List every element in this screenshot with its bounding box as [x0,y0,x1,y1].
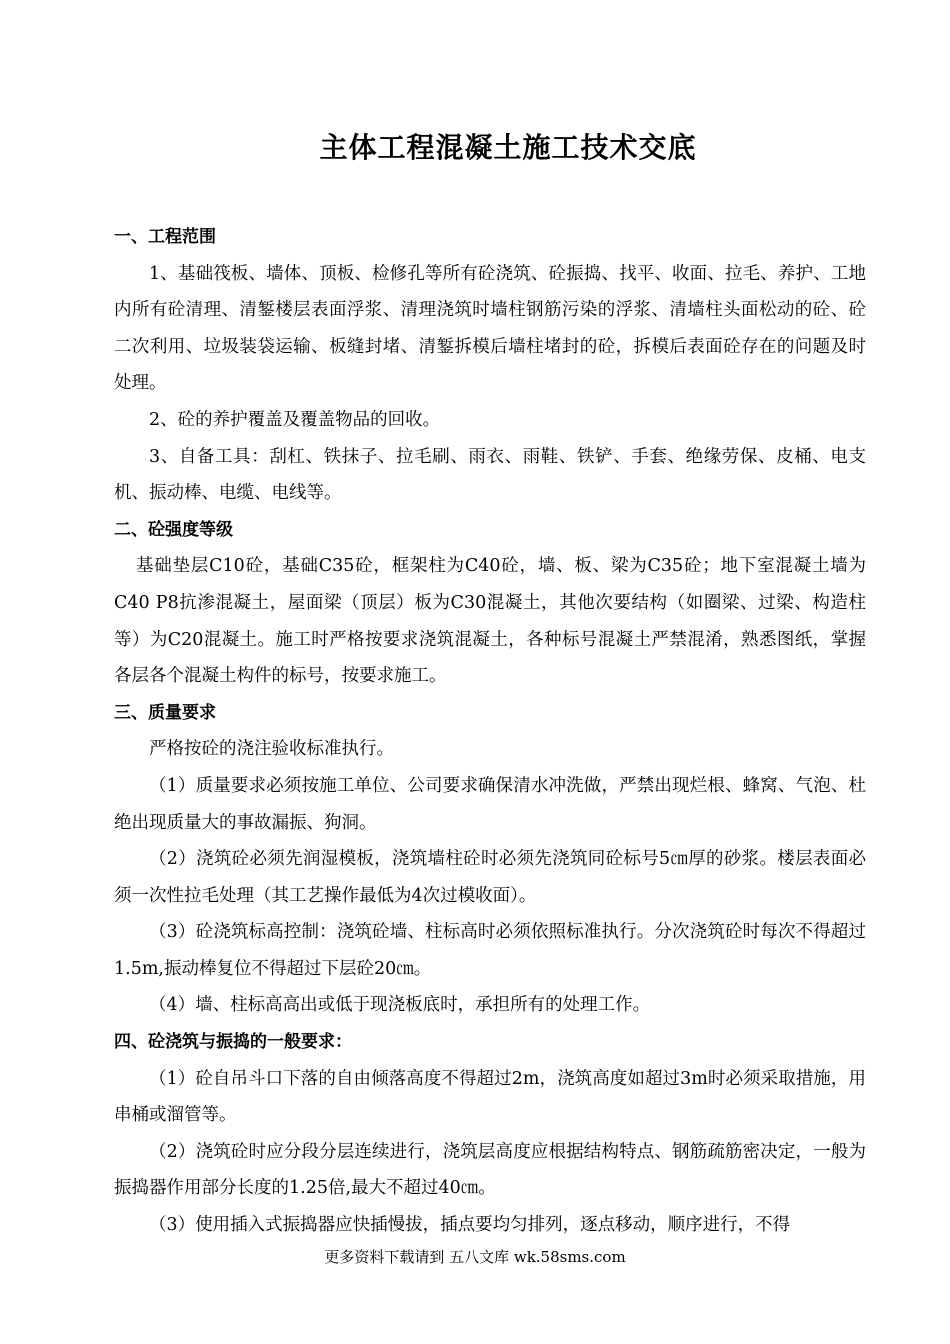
paragraph: 严格按砼的浇注验收标准执行。 [149,739,394,760]
paragraph: （2）浇筑砼时应分段分层连续进行，浇筑层高度应根据结构特点、钢筋疏筋密决定，一般为振捣器作用部分长度的1.25倍,最大不超过40㎝。 [114,1141,866,1199]
paragraph: （1）砼自吊斗口下落的自由倾落高度不得超过2m，浇筑高度如超过3m时必须采取措施，用串桶或溜管等。 [114,1068,866,1126]
section-heading: 四、砼浇筑与振捣的一般要求： [114,1032,352,1053]
paragraph: 3、自备工具：刮杠、铁抹子、拉毛刷、雨衣、雨鞋、铁铲、手套、绝缘劳保、皮桶、电支机、振动棒、电缆、电线等。 [114,446,866,504]
footer-download-link[interactable]: 更多资料下载请到 五八文库 wk.58sms.com [324,1248,626,1266]
section-heading: 一、工程范围 [114,227,216,247]
paragraph: （3）砼浇筑标高控制：浇筑砼墙、柱标高时必须依照标准执行。分次浇筑砼时每次不得超过1.5m,振动棒复位不得超过下层砼20㎝。 [114,922,866,979]
paragraph: （1）质量要求必须按施工单位、公司要求确保清水冲洗做，严禁出现烂根、蜂窝、气泡、杜绝出现质量大的事故漏振、狗洞。 [114,775,866,833]
paragraph: 1、基础筏板、墙体、顶板、检修孔等所有砼浇筑、砼振捣、找平、收面、拉毛、养护、工地内所有砼清理、清錾楼层表面浮浆、清理浇筑时墙柱钢筋污染的浮浆、清墙柱头面松动的砼、砼二次利用、垃圾装袋运输、板缝封堵、清錾拆模后墙柱堵封的砼，拆模后表面砼存在的问题及时处理。 [114,263,866,394]
section-heading: 三、质量要求 [114,702,216,723]
document-title: 主体工程混凝土施工技术交底 [319,131,697,164]
section-heading: 二、砼强度等级 [114,519,233,540]
paragraph: （2）浇筑砼必须先润湿模板，浇筑墙柱砼时必须先浇筑同砼标号5㎝厚的砂浆。楼层表面必须一次性拉毛处理（其工艺操作最低为4次过模收面）。 [114,849,866,906]
paragraph: 2、砼的养护覆盖及覆盖物品的回收。 [149,409,441,430]
document-body [114,219,866,1244]
paragraph: 基础垫层C10砼，基础C35砼，框架柱为C40砼，墙、板、梁为C35砼；地下室混凝土墙为C40 P8抗渗混凝土，屋面梁（顶层）板为C30混凝土，其他次要结构（如圈梁、过梁、构造柱等）为C20混凝土。施工时严格按要求浇筑混凝土，各种标号混凝土严禁混淆，熟悉图纸，掌握各层各个混凝土构件的标号，按要求施工。 [114,556,866,687]
paragraph: （3）使用插入式振捣器应快插慢拔，插点要均匀排列，逐点移动，顺序进行，不得 [149,1215,791,1236]
paragraph: （4）墙、柱标高高出或低于现浇板底时，承担所有的处理工作。 [149,995,651,1016]
